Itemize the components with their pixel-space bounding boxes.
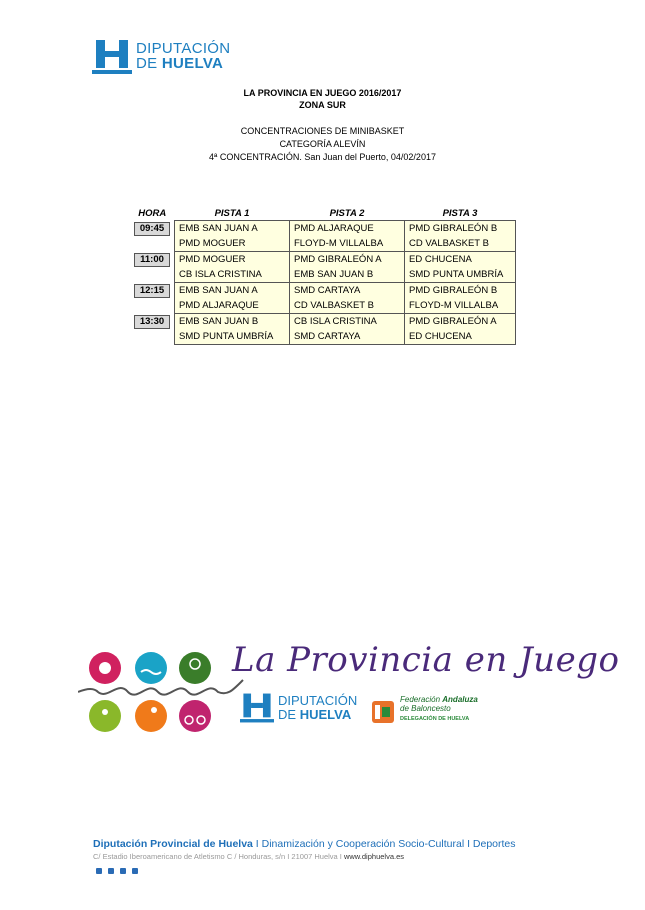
- swimming-icon: [135, 652, 167, 684]
- footer-org-line: Diputación Provincial de Huelva I Dinamización y Cooperación Socio-Cultural I Deportes: [93, 838, 516, 850]
- youtube-icon[interactable]: [120, 868, 126, 874]
- logo-line2: DE HUELVA: [278, 707, 352, 722]
- match-cell: PMD GIBRALEÓN B: [405, 221, 516, 237]
- table-row: [130, 298, 516, 314]
- logo-line2: DE HUELVA: [136, 55, 224, 72]
- match-cell: EMB SAN JUAN B: [290, 267, 405, 283]
- soccer-player-icon: [89, 700, 121, 732]
- match-cell: CD VALBASKET B: [405, 236, 516, 252]
- zone-title: ZONA SUR: [299, 100, 346, 110]
- match-cell: PMD MOGUER: [175, 252, 290, 268]
- footer-address-line: C/ Estadio Iberoamericano de Atletismo C / Honduras, s/n I 21007 Huelva I www.diphuelva.es: [93, 852, 405, 861]
- table-row: [130, 329, 516, 345]
- diputacion-logo-small: [240, 693, 370, 727]
- time-label: 12:15: [134, 284, 170, 298]
- table-row: [130, 252, 516, 268]
- time-label: 13:30: [134, 315, 170, 329]
- time-cell: [130, 221, 175, 252]
- table-row: [130, 283, 516, 299]
- match-cell: SMD PUNTA UMBRÍA: [405, 267, 516, 283]
- basketball-icon: [179, 652, 211, 684]
- banner-title: La Provincia en Juego: [232, 640, 620, 680]
- subtitle-line3: 4ª CONCENTRACIÓN. San Juan del Puerto, 04/02/2017: [209, 152, 436, 162]
- match-cell: PMD MOGUER: [175, 236, 290, 252]
- time-cell: [130, 252, 175, 283]
- header-pista-1: PISTA 1: [214, 207, 250, 219]
- table-row: [130, 221, 516, 237]
- match-cell: CD VALBASKET B: [290, 298, 405, 314]
- flickr-icon[interactable]: [132, 868, 138, 874]
- match-cell: EMB SAN JUAN A: [175, 221, 290, 237]
- match-cell: EMB SAN JUAN A: [175, 283, 290, 299]
- match-cell: PMD GIBRALEÓN A: [290, 252, 405, 268]
- match-cell: CB ISLA CRISTINA: [290, 314, 405, 330]
- logo-line1: DIPUTACIÓN: [136, 40, 231, 57]
- diputacion-h-icon: [240, 693, 274, 723]
- match-cell: SMD CARTAYA: [290, 329, 405, 345]
- football-icon: [89, 652, 121, 684]
- volleyball-icon: [135, 700, 167, 732]
- federation-fb-icon: [372, 697, 396, 725]
- match-cell: PMD ALJARAQUE: [290, 221, 405, 237]
- match-cell: CB ISLA CRISTINA: [175, 267, 290, 283]
- match-cell: PMD ALJARAQUE: [175, 298, 290, 314]
- diputacion-h-icon: [92, 40, 132, 74]
- cycling-icon: [179, 700, 211, 732]
- time-cell: [130, 283, 175, 314]
- document-title: LA PROVINCIA EN JUEGO 2016/2017: [243, 88, 402, 98]
- match-cell: SMD PUNTA UMBRÍA: [175, 329, 290, 345]
- time-label: 09:45: [134, 222, 170, 236]
- match-cell: ED CHUCENA: [405, 252, 516, 268]
- table-row: [130, 314, 516, 330]
- diputacion-logo: [92, 40, 242, 76]
- header-hora: HORA: [138, 207, 167, 219]
- time-label: 11:00: [134, 253, 170, 267]
- match-cell: FLOYD-M VILLALBA: [290, 236, 405, 252]
- table-row: [130, 267, 516, 283]
- match-cell: ED CHUCENA: [405, 329, 516, 345]
- header-pista-3: PISTA 3: [442, 207, 478, 219]
- subtitle-line1: CONCENTRACIONES DE MINIBASKET: [240, 126, 405, 136]
- match-cell: FLOYD-M VILLALBA: [405, 298, 516, 314]
- twitter-icon[interactable]: [108, 868, 114, 874]
- match-cell: SMD CARTAYA: [290, 283, 405, 299]
- match-cell: PMD GIBRALEÓN A: [405, 314, 516, 330]
- federacion-logo: [372, 695, 492, 729]
- schedule-table: [130, 206, 516, 345]
- federation-text: Federación Andaluza de Baloncesto DELEGACIÓN DE HUELVA: [400, 695, 478, 722]
- footer-web-link[interactable]: www.diphuelva.es: [343, 852, 405, 861]
- match-cell: PMD GIBRALEÓN B: [405, 283, 516, 299]
- social-icons: [96, 861, 144, 879]
- time-cell: [130, 314, 175, 345]
- header-pista-2: PISTA 2: [329, 207, 365, 219]
- subtitle-line2: CATEGORÍA ALEVÍN: [279, 139, 366, 149]
- table-row: [130, 236, 516, 252]
- table-header-row: [130, 206, 516, 221]
- logo-line1: DIPUTACIÓN: [278, 693, 358, 708]
- facebook-icon[interactable]: [96, 868, 102, 874]
- match-cell: EMB SAN JUAN B: [175, 314, 290, 330]
